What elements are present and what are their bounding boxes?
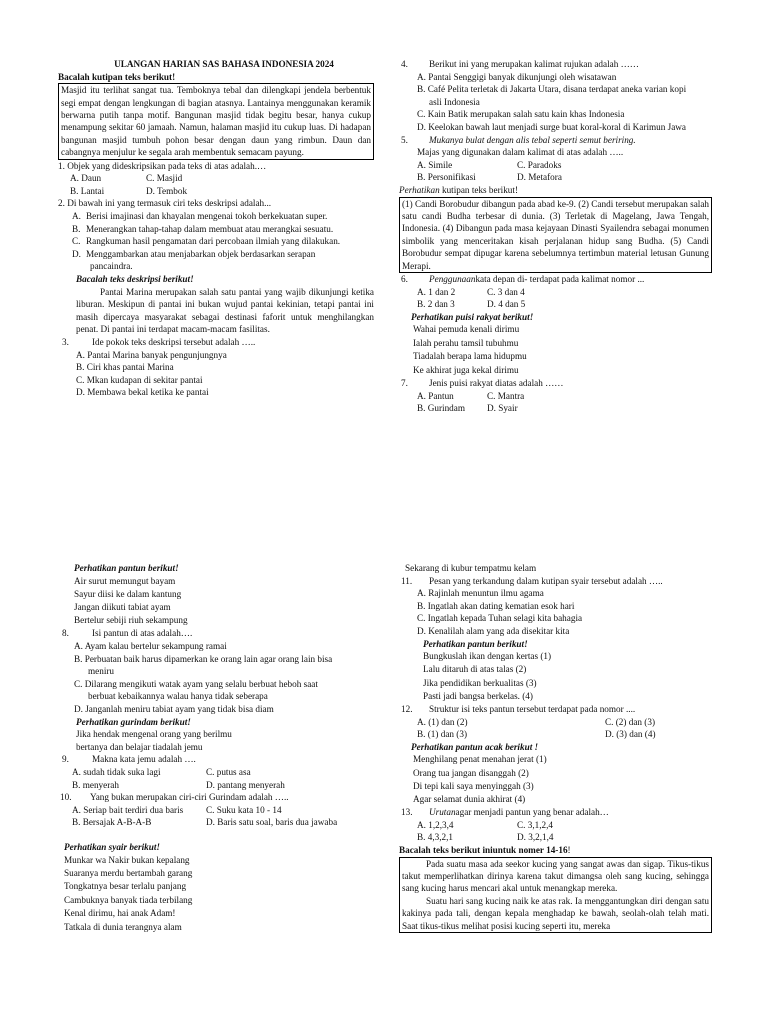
page1-left-column: [58, 58, 374, 399]
option: D. Janganlah meniru tabiat ayam yang tidak bisa diam: [74, 703, 274, 714]
question-5: Mukanya bulat dengan alis tebal seperti semut beriring.: [429, 134, 636, 145]
poem-line: Sekarang di kubur tempatmu kelam: [405, 563, 537, 573]
option: A. (1) dan (2): [417, 716, 468, 727]
option: A. Simile: [417, 159, 453, 170]
option: B. menyerah: [72, 779, 119, 790]
question-13: agar menjadi pantun yang benar adalah…: [455, 807, 609, 818]
option: B. Ingatlah akan dating kematian esok hari: [417, 600, 575, 611]
option-continuation: pancaindra.: [90, 261, 133, 272]
poem-line: Pasti jadi bangsa berkelas. (4): [423, 690, 533, 701]
option: A. Rajinlah menuntun ilmu agama: [417, 588, 544, 599]
question-3: Ide pokok teks deskripsi tersebut adalah …..: [92, 336, 256, 347]
option: A. Pantai Marina banyak pengunjungnya: [76, 349, 227, 360]
question-6: kata depan di- terdapat pada kalimat nomor ...: [475, 273, 645, 284]
option: A. Seriap bait terdiri dua baris: [72, 804, 184, 815]
instruction-italic: Perhatikan: [399, 184, 440, 195]
option: D. pantang menyerah: [206, 779, 285, 790]
question-2: 2. Di bawah ini yang termasuk ciri teks deskripsi adalah...: [58, 198, 272, 209]
option: C. Mkan kudapan di sekitar pantai: [76, 374, 203, 385]
instruction: Bacalah kutipan teks berikut!: [58, 71, 176, 82]
option: D. Metafora: [517, 172, 562, 183]
question-4: Berikut ini yang merupakan kalimat rujukan adalah ……: [429, 59, 639, 69]
question-number: 7.: [401, 377, 408, 388]
instruction: kutipan teks berikut!: [439, 184, 519, 195]
instruction: Perhatikan gurindam berikut!: [76, 716, 191, 727]
question-number: 3.: [62, 336, 69, 347]
poem-line: Wahai pemuda kenali dirimu: [413, 324, 520, 335]
poem-line: Kenal dirimu, hai anak Adam!: [64, 908, 176, 919]
option-continuation: asli Indonesia: [429, 96, 480, 107]
question-11: Pesan yang terkandung dalam kutipan syair tersebut adalah …..: [429, 575, 663, 586]
question-number: 6.: [401, 273, 408, 284]
page2-right-column: [399, 562, 712, 933]
option: D. (3) dan (4): [605, 729, 656, 740]
question-number: 11.: [401, 575, 413, 586]
paragraph: Suatu hari sang kucing naik ke atas rak. Ia menggantungkan diri dengan satu kakinya pada tali, dengan kepala menghadap ke bawah, seolah-olah telah mati. Saat tikus-tikus melihat posisi kucing seperti itu, mereka: [402, 895, 709, 931]
poem-syair: [58, 854, 374, 934]
option: A. Daun: [70, 173, 102, 184]
poem-line: Suaranya merdu bertambah garang: [64, 867, 193, 878]
poem-line: Ke akhirat juga kekal dirimu: [413, 364, 519, 375]
poem-line: Di tepi kali saya menyinggah (3): [413, 780, 534, 791]
poem-line: Jika hendak mengenal orang yang berilmu: [76, 729, 232, 740]
poem-pantun-acak: [399, 753, 712, 806]
question-number: 4.: [401, 59, 408, 69]
option: A. Pantai Senggigi banyak dikunjungi oleh wisatawan: [417, 71, 617, 82]
question-number: 10.: [60, 792, 72, 803]
poem-line: Ialah perahu tamsil tubuhmu: [413, 337, 519, 348]
option: Berisi imajinasi dan khayalan mengenai tokoh berkekuatan super.: [86, 211, 328, 221]
poem-line: Munkar wa Nakir bukan kepalang: [64, 854, 190, 865]
option: B. Gurindam: [417, 403, 465, 414]
option: C. 3,1,2,4: [517, 819, 553, 830]
instruction: Perhatikan puisi rakyat berikut!: [411, 311, 534, 322]
option: B. Café Pelita terletak di Jakarta Utara, disana terdapat aneka varian kopi: [417, 84, 687, 95]
option: D. Membawa bekal ketika ke pantai: [76, 387, 209, 398]
poem-line: Cambuknya banyak tiada terbilang: [64, 894, 193, 905]
option-letter: B.: [72, 223, 81, 234]
option: C. Ingatlah kepada Tuhan selagi kita bahagia: [417, 613, 583, 624]
option-continuation: meniru: [88, 666, 115, 677]
option: D. 4 dan 5: [487, 299, 526, 310]
option: B. Bersajak A-B-A-B: [72, 817, 152, 828]
question-12: Struktur isi teks pantun tersebut terdapat pada nomor ....: [429, 703, 636, 714]
option: D. 3,2,1,4: [517, 832, 554, 843]
option: C. Paradoks: [517, 159, 562, 170]
option: B. 4,3,2,1: [417, 832, 453, 843]
poem-gurindam: [58, 728, 374, 753]
option: D. Syair: [487, 403, 518, 414]
question-6-italic: Penggunaan: [429, 273, 476, 284]
option: C. putus asa: [206, 766, 251, 777]
option: B. 2 dan 3: [417, 299, 455, 310]
page2-left-column: [58, 562, 374, 934]
poem-line: Lalu ditaruh di atas talas (2): [423, 664, 527, 675]
poem-line: Jika pendidikan berkualitas (3): [423, 677, 537, 688]
option: A. sudah tidak suka lagi: [72, 766, 161, 777]
option-letter: A.: [72, 211, 81, 221]
option: B. Personifikasi: [417, 172, 476, 183]
passage-mosque: Masjid itu terlihat sangat tua. Temboknya tebal dan dilengkapi jendela berbentuk segi empat dengan lengkungan di bagian atasnya. Lantainya menggunakan keramik berwarna putih tanpa motif. Bangunan masjid tidak begitu besar, hanya cukup menampung sekitar 60 jamaah. Namun, halaman masjid itu cukup luas. Di hadapan bangunan masjid tumbuh pohon besar dengan daun yang rimbun. Daun dan cabangnya menjulur ke segala arah membentuk semacam payung.: [58, 83, 374, 159]
poem-line: Sayur diisi ke dalam kantung: [74, 588, 182, 599]
poem-line: Bertelur sebiji riuh sekampung: [74, 615, 188, 626]
passage-borobudur: (1) Candi Borobudur dibangun pada abad ke-9. (2) Candi tersebut merupakan salah satu candi Budha terbesar di dunia. (3) Terletak di Magelang, Jawa Tengah, Indonesia. (4) Dibangun pada masa kejayaan Dinasti Syailendra sebagai monumen simbolik yang menceritakan kisah perjalanan hidup sang Budha. (5) Candi Borobudur sempat dipugar karena sebelumnya tertimbun material letusan Gunung Merapi.: [399, 197, 712, 273]
option: Menerangkan tahap-tahap dalam membuat atau merangkai sesuatu.: [86, 223, 334, 234]
poem-line: Menghilang penat menahan jerat (1): [413, 754, 547, 765]
poem-rakyat: [399, 323, 712, 377]
question-8: Isi pantun di atas adalah….: [92, 628, 193, 639]
poem-line: Tatkala di dunia terangnya alam: [64, 921, 182, 932]
option-continuation: berbuat kebaikannya walau hanya tidak seberapa: [88, 691, 268, 702]
option: Menggambarkan atau menjabarkan objek berdasarkan serapan: [86, 248, 316, 259]
question-9: Makna kata jemu adalah ….: [92, 754, 196, 765]
exam-title: ULANGAN HARIAN SAS BAHASA INDONESIA 2024: [114, 59, 334, 69]
question-number: 5.: [401, 134, 408, 145]
paragraph: Pada suatu masa ada seekor kucing yang sangat awas dan sigap. Tikus-tikus takut memperlihatkan dirinya karena takut dimangsa oleh sang kucing, sehingga sang kucing harus mencari akal untuk menangkap mereka.: [402, 858, 709, 894]
option: C. 3 dan 4: [487, 286, 525, 297]
instruction: Perhatikan pantun berikut!: [74, 563, 179, 573]
question-number: 12.: [401, 703, 413, 714]
option: C. Suku kata 10 - 14: [206, 804, 282, 815]
instruction: Perhatikan syair berikut!: [64, 841, 160, 852]
option: B. (1) dan (3): [417, 729, 468, 740]
question-number: 13.: [401, 807, 413, 818]
poem-line: Orang tua jangan disanggah (2): [413, 767, 529, 778]
option-letter: C.: [72, 236, 81, 247]
option: A. Ayam kalau bertelur sekampung ramai: [74, 641, 227, 651]
option: D. Kenalilah alam yang ada disekitar kita: [417, 625, 570, 636]
option: B. Perbuatan baik harus dipamerkan ke orang lain agar orang lain bisa: [74, 653, 333, 664]
question-5-stem: Majas yang digunakan dalam kalimat di atas adalah …..: [417, 147, 624, 158]
option: A. 1,2,3,4: [417, 819, 454, 830]
poem-pantun: [58, 575, 374, 628]
option: C. Kain Batik merupakan salah satu kain khas Indonesia: [417, 109, 625, 120]
option: D. Keelokan bawah laut menjadi surge buat koral-koral di Karimun Jawa: [417, 121, 686, 132]
option-letter: D.: [72, 248, 81, 259]
page1-right-column: [399, 58, 712, 415]
option: B. Ciri khas pantai Marina: [76, 362, 174, 373]
question-10: Yang bukan merupakan ciri-ciri Gurindam adalah …..: [90, 792, 289, 803]
instruction: Bacalah teks deskripsi berikut!: [76, 273, 194, 284]
option: A. Pantun: [417, 390, 454, 401]
passage-kucing: [399, 857, 712, 933]
poem-line: Air surut memungut bayam: [74, 575, 176, 586]
poem-line: Agar selamat dunia akhirat (4): [413, 793, 526, 804]
option: Rangkuman hasil pengamatan dari percobaan ilmiah yang dilakukan.: [86, 236, 341, 247]
poem-line: Tongkatnya besar terlalu panjang: [64, 881, 187, 892]
instruction: Bacalah teks berikut iniuntuk nomer 14-16: [399, 844, 568, 855]
option: C. Masjid: [146, 173, 183, 184]
question-13-italic: Urutan: [429, 807, 456, 818]
question-number: 9.: [62, 754, 69, 765]
poem-line: Tiadalah berapa lama hidupmu: [413, 351, 527, 362]
poem-line: Bungkuslah ikan dengan kertas (1): [423, 651, 552, 662]
option: C. Mantra: [487, 390, 525, 401]
question-7: Jenis puisi rakyat diatas adalah ……: [429, 377, 564, 388]
option: C. Dilarang mengikuti watak ayam yang selalu berbuat heboh saat: [74, 678, 318, 689]
poem-line: bertanya dan belajar tiadalah jemu: [76, 741, 203, 752]
option: D. Baris satu soal, baris dua jawaba: [206, 817, 338, 828]
instruction: Perhatikan pantun berikut!: [423, 638, 528, 649]
question-1: 1. Objek yang dideskripsikan pada teks di atas adalah.…: [58, 160, 267, 171]
question-number: 8.: [62, 628, 69, 639]
poem-line: Jangan diikuti tabiat ayam: [74, 602, 171, 612]
option: D. Tembok: [146, 185, 188, 196]
passage-marina: Pantai Marina merupakan salah satu pantai yang wajib dikunjungi ketika liburan. Meskipun di pantai ini bukan wujud pantai kekinian, tetapi pantai ini masih dipercaya masyarakat sebagai destinasi faforit untuk menghilangkan penat. Di pantai ini terdapat macam-macam fasilitas.: [76, 286, 374, 335]
instruction: Perhatikan pantun acak berikut !: [411, 741, 539, 752]
option: C. (2) dan (3): [605, 716, 656, 727]
option: B. Lantai: [70, 185, 105, 196]
poem-pantun-numbered: [399, 650, 712, 703]
instruction-punct: !: [567, 844, 571, 855]
option: A. 1 dan 2: [417, 286, 456, 297]
